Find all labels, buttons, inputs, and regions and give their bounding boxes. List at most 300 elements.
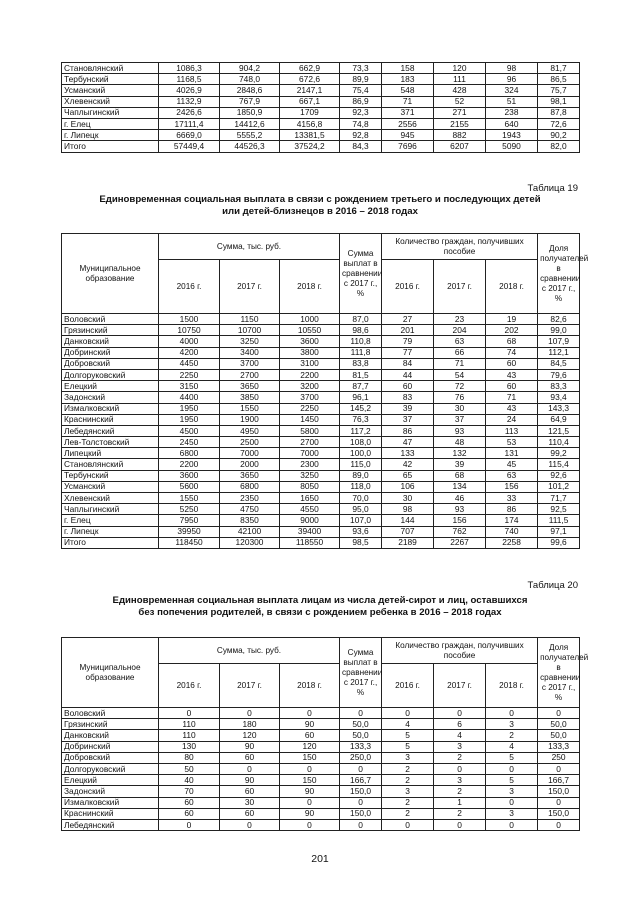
table-cell: 371 <box>382 107 434 118</box>
table-row <box>62 381 580 392</box>
table-cell: 132 <box>434 448 486 459</box>
table-cell: 133 <box>382 448 434 459</box>
table-cell: 68 <box>486 336 538 347</box>
table-cell: 72 <box>434 381 486 392</box>
table-cell: 76 <box>434 392 486 403</box>
table-cell: 150,0 <box>340 808 382 819</box>
table-cell: 4000 <box>159 336 220 347</box>
table19-title <box>61 194 579 218</box>
table-cell: 0 <box>434 708 486 719</box>
table-cell: 47 <box>382 437 434 448</box>
table-cell: 90 <box>280 808 340 819</box>
table-cell: 14412,6 <box>220 118 280 129</box>
row-label-cell: Добровский <box>62 752 159 763</box>
table-row <box>62 314 580 325</box>
table-cell: 150,0 <box>538 786 580 797</box>
table-cell: 4950 <box>220 425 280 436</box>
table-cell: 1500 <box>159 314 220 325</box>
row-label-cell: Чаплыгинский <box>62 504 159 515</box>
table-cell: 65 <box>382 470 434 481</box>
table-cell: 548 <box>382 85 434 96</box>
header-count-2017: 2017 г. <box>434 664 486 708</box>
table-cell: 93,4 <box>538 392 580 403</box>
table-cell: 71 <box>434 358 486 369</box>
table-cell: 5090 <box>486 141 538 152</box>
table-cell: 75,4 <box>340 85 382 96</box>
table-cell: 27 <box>382 314 434 325</box>
table-cell: 2 <box>434 808 486 819</box>
table-cell: 50,0 <box>538 730 580 741</box>
table-cell: 0 <box>486 763 538 774</box>
table20-title-line2: без попечения родителей, в связи с рождением ребенка в 2016 – 2018 годах <box>138 607 502 618</box>
table19-header <box>62 234 589 314</box>
table-cell: 43 <box>486 403 538 414</box>
table-cell: 90 <box>280 719 340 730</box>
table-cell: 83,8 <box>340 358 382 369</box>
table-cell: 99,6 <box>538 537 580 548</box>
table-cell: 63 <box>486 470 538 481</box>
row-label-cell: Краснинский <box>62 414 159 425</box>
table-cell: 2147,1 <box>280 85 340 96</box>
table-cell: 83,3 <box>538 381 580 392</box>
header-municipality: Муниципальное образование <box>62 638 159 708</box>
table-cell: 238 <box>486 107 538 118</box>
row-label-cell: Краснинский <box>62 808 159 819</box>
table-cell: 4450 <box>159 358 220 369</box>
table-cell: 40 <box>159 775 220 786</box>
table-cell: 0 <box>340 708 382 719</box>
row-label-cell: Елецкий <box>62 775 159 786</box>
table-cell: 82,0 <box>538 141 580 152</box>
table-cell: 57449,4 <box>159 141 220 152</box>
table20-title <box>61 595 579 619</box>
table-cell: 5250 <box>159 504 220 515</box>
table-cell: 1650 <box>280 493 340 504</box>
table19-title-line2: или детей-близнецов в 2016 – 2018 годах <box>222 206 418 217</box>
table-cell: 3800 <box>280 347 340 358</box>
table-cell: 144 <box>382 515 434 526</box>
table-cell: 79,6 <box>538 369 580 380</box>
table-cell: 3150 <box>159 381 220 392</box>
table-cell: 37 <box>382 414 434 425</box>
row-label-cell: Долгоруковский <box>62 369 159 380</box>
row-label-cell: Измалковский <box>62 797 159 808</box>
table-cell: 4 <box>486 741 538 752</box>
table-cell: 39 <box>382 403 434 414</box>
header-count-2017: 2017 г. <box>434 260 486 314</box>
table-row <box>62 403 580 414</box>
header-2016: 2016 г. <box>159 260 220 314</box>
table-cell: 156 <box>486 481 538 492</box>
table-row <box>62 325 580 336</box>
row-label-cell: Воловский <box>62 314 159 325</box>
table-cell: 99,0 <box>538 325 580 336</box>
table-row <box>62 819 580 830</box>
table-cell: 2450 <box>159 437 220 448</box>
table-cell: 93,6 <box>340 526 382 537</box>
table-cell: 2000 <box>220 459 280 470</box>
table-cell: 0 <box>340 763 382 774</box>
table-cell: 3 <box>434 741 486 752</box>
table-cell: 60 <box>220 808 280 819</box>
table-cell: 6207 <box>434 141 486 152</box>
table-cell: 2189 <box>382 537 434 548</box>
table-cell: 5600 <box>159 481 220 492</box>
table-cell: 2700 <box>220 369 280 380</box>
table-cell: 42 <box>382 459 434 470</box>
table-cell: 98 <box>382 504 434 515</box>
table-cell: 1132,9 <box>159 96 220 107</box>
table-cell: 0 <box>280 797 340 808</box>
table-row <box>62 347 580 358</box>
table-row <box>62 130 580 141</box>
table-cell: 79 <box>382 336 434 347</box>
table-cell: 117,2 <box>340 425 382 436</box>
table20-title-line1: Единовременная социальная выплата лицам из числа детей-сирот и лиц, оставшихся <box>112 595 528 606</box>
table-row <box>62 786 580 797</box>
row-label-cell: Задонский <box>62 786 159 797</box>
table-cell: 30 <box>434 403 486 414</box>
table-row <box>62 719 580 730</box>
table-cell: 201 <box>382 325 434 336</box>
row-label-cell: Итого <box>62 537 159 548</box>
table-cell: 133,3 <box>340 741 382 752</box>
table-cell: 0 <box>538 763 580 774</box>
table-cell: 90 <box>220 775 280 786</box>
row-label-cell: Усманский <box>62 481 159 492</box>
table-cell: 53 <box>486 437 538 448</box>
table-cell: 7000 <box>280 448 340 459</box>
table-cell: 121,5 <box>538 425 580 436</box>
table-cell: 86 <box>382 425 434 436</box>
table-cell: 4 <box>434 730 486 741</box>
row-label-cell: Хлевенский <box>62 493 159 504</box>
table-cell: 1900 <box>220 414 280 425</box>
table-cell: 87,7 <box>340 381 382 392</box>
table-cell: 118,0 <box>340 481 382 492</box>
table-cell: 2 <box>434 786 486 797</box>
table-row <box>62 459 580 470</box>
header-2017: 2017 г. <box>220 260 280 314</box>
table-row <box>62 448 580 459</box>
table-cell: 3 <box>486 808 538 819</box>
table-cell: 64,9 <box>538 414 580 425</box>
table-cell: 98,1 <box>538 96 580 107</box>
continuation-table <box>61 62 580 153</box>
table-row <box>62 369 580 380</box>
table-cell: 118550 <box>280 537 340 548</box>
table-row <box>62 358 580 369</box>
table-cell: 1709 <box>280 107 340 118</box>
row-label-cell: Грязинский <box>62 325 159 336</box>
table-cell: 70 <box>159 786 220 797</box>
table-cell: 1168,5 <box>159 74 220 85</box>
table-cell: 60 <box>486 381 538 392</box>
table-cell: 60 <box>220 786 280 797</box>
row-label-cell: Тербунский <box>62 74 159 85</box>
table-cell: 5800 <box>280 425 340 436</box>
table-cell: 945 <box>382 130 434 141</box>
table-cell: 50,0 <box>340 730 382 741</box>
table-cell: 66 <box>434 347 486 358</box>
table-row <box>62 493 580 504</box>
table-cell: 2200 <box>280 369 340 380</box>
row-label-cell: Данковский <box>62 730 159 741</box>
table-cell: 8350 <box>220 515 280 526</box>
row-label-cell: Данковский <box>62 336 159 347</box>
row-label-cell: Измалковский <box>62 403 159 414</box>
row-label-cell: Усманский <box>62 85 159 96</box>
table-cell: 0 <box>159 819 220 830</box>
table-cell: 74,8 <box>340 118 382 129</box>
table-cell: 110 <box>159 719 220 730</box>
table-cell: 46 <box>434 493 486 504</box>
table-row <box>62 775 580 786</box>
table-row <box>62 414 580 425</box>
table-cell: 202 <box>486 325 538 336</box>
table-cell: 1950 <box>159 403 220 414</box>
table-cell: 99,2 <box>538 448 580 459</box>
table-row <box>62 797 580 808</box>
table-cell: 3650 <box>220 381 280 392</box>
row-label-cell: Становлянский <box>62 459 159 470</box>
table-row <box>62 741 580 752</box>
table-cell: 60 <box>159 797 220 808</box>
table-cell: 324 <box>486 85 538 96</box>
table-cell: 52 <box>434 96 486 107</box>
table-cell: 108,0 <box>340 437 382 448</box>
table-row <box>62 425 580 436</box>
table-cell: 24 <box>486 414 538 425</box>
table19-title-line1: Единовременная социальная выплата в связи с рождением третьего и последующих детей <box>99 194 541 205</box>
table-cell: 63 <box>434 336 486 347</box>
table-cell: 39400 <box>280 526 340 537</box>
table-cell: 3100 <box>280 358 340 369</box>
table-cell: 4400 <box>159 392 220 403</box>
table-cell: 3250 <box>220 336 280 347</box>
table-cell: 98,6 <box>340 325 382 336</box>
table-cell: 89,0 <box>340 470 382 481</box>
table-cell: 180 <box>220 719 280 730</box>
table-cell: 92,3 <box>340 107 382 118</box>
table-row <box>62 63 580 74</box>
table-cell: 60 <box>382 381 434 392</box>
table-row <box>62 808 580 819</box>
table-cell: 0 <box>159 708 220 719</box>
header-count-2016: 2016 г. <box>382 260 434 314</box>
continuation-table-body <box>62 63 580 153</box>
table-cell: 93 <box>434 425 486 436</box>
table-cell: 54 <box>434 369 486 380</box>
table-cell: 92,8 <box>340 130 382 141</box>
table-cell: 133,3 <box>538 741 580 752</box>
table-row <box>62 392 580 403</box>
table-cell: 106 <box>382 481 434 492</box>
table-cell: 8050 <box>280 481 340 492</box>
table-cell: 2200 <box>159 459 220 470</box>
table-cell: 1950 <box>159 414 220 425</box>
table19 <box>61 233 589 549</box>
table-cell: 82,6 <box>538 314 580 325</box>
header-2017: 2017 г. <box>220 664 280 708</box>
table-cell: 3200 <box>280 381 340 392</box>
table-cell: 740 <box>486 526 538 537</box>
table-cell: 672,6 <box>280 74 340 85</box>
table-cell: 3 <box>382 752 434 763</box>
header-sum-compare: Сумма выплат в сравнении с 2017 г., % <box>340 234 382 314</box>
row-label-cell: г. Липецк <box>62 526 159 537</box>
table-cell: 86,9 <box>340 96 382 107</box>
table-cell: 30 <box>220 797 280 808</box>
table-cell: 183 <box>382 74 434 85</box>
table-cell: 428 <box>434 85 486 96</box>
table-cell: 1850,9 <box>220 107 280 118</box>
table-cell: 3400 <box>220 347 280 358</box>
table-cell: 115,0 <box>340 459 382 470</box>
table-cell: 5 <box>382 741 434 752</box>
table-row <box>62 141 580 152</box>
table-cell: 7000 <box>220 448 280 459</box>
table-row <box>62 118 580 129</box>
table-cell: 113 <box>486 425 538 436</box>
table-cell: 10550 <box>280 325 340 336</box>
header-municipality: Муниципальное образование <box>62 234 159 314</box>
table-cell: 0 <box>220 763 280 774</box>
table-row <box>62 437 580 448</box>
row-label-cell: Становлянский <box>62 63 159 74</box>
table-cell: 156 <box>434 515 486 526</box>
table-cell: 0 <box>280 708 340 719</box>
table20-header <box>62 638 589 708</box>
table-cell: 107,9 <box>538 336 580 347</box>
table-cell: 60 <box>220 752 280 763</box>
table-cell: 1450 <box>280 414 340 425</box>
table-cell: 1550 <box>220 403 280 414</box>
table-cell: 2350 <box>220 493 280 504</box>
table-row <box>62 730 580 741</box>
table-cell: 5555,2 <box>220 130 280 141</box>
table-cell: 2500 <box>220 437 280 448</box>
table-cell: 748,0 <box>220 74 280 85</box>
table-cell: 767,9 <box>220 96 280 107</box>
table-row <box>62 96 580 107</box>
table-cell: 3 <box>486 786 538 797</box>
table-cell: 2556 <box>382 118 434 129</box>
table-cell: 174 <box>486 515 538 526</box>
table-cell: 3850 <box>220 392 280 403</box>
table-cell: 3 <box>382 786 434 797</box>
table-cell: 17111,4 <box>159 118 220 129</box>
row-label-cell: Тербунский <box>62 470 159 481</box>
table-cell: 6 <box>434 719 486 730</box>
row-label-cell: Лебедянский <box>62 819 159 830</box>
header-share: Доля получателей в сравнении с 2017 г., % <box>538 234 580 314</box>
row-label-cell: г. Липецк <box>62 130 159 141</box>
table-cell: 51 <box>486 96 538 107</box>
table-cell: 4 <box>382 719 434 730</box>
row-label-cell: Добринский <box>62 741 159 752</box>
table-cell: 44526,3 <box>220 141 280 152</box>
table-cell: 0 <box>340 797 382 808</box>
table-cell: 92,6 <box>538 470 580 481</box>
table-row <box>62 708 580 719</box>
table-cell: 86,5 <box>538 74 580 85</box>
table-cell: 50,0 <box>538 719 580 730</box>
table-cell: 84 <box>382 358 434 369</box>
table-cell: 1086,3 <box>159 63 220 74</box>
table-row <box>62 481 580 492</box>
header-count-group: Количество граждан, получивших пособие <box>382 638 538 664</box>
table-cell: 2 <box>382 808 434 819</box>
table-cell: 2300 <box>280 459 340 470</box>
table-cell: 1000 <box>280 314 340 325</box>
table-cell: 73,3 <box>340 63 382 74</box>
table-cell: 50 <box>159 763 220 774</box>
table-cell: 84,3 <box>340 141 382 152</box>
row-label-cell: Чаплыгинский <box>62 107 159 118</box>
table-cell: 0 <box>434 763 486 774</box>
table-cell: 0 <box>382 708 434 719</box>
table-cell: 145,2 <box>340 403 382 414</box>
table-cell: 150,0 <box>340 786 382 797</box>
header-count-2016: 2016 г. <box>382 664 434 708</box>
header-sum-group: Сумма, тыс. руб. <box>159 638 340 664</box>
row-label-cell: Воловский <box>62 708 159 719</box>
table-cell: 2426,6 <box>159 107 220 118</box>
table-cell: 71,7 <box>538 493 580 504</box>
table-cell: 707 <box>382 526 434 537</box>
table-cell: 3 <box>486 719 538 730</box>
table-cell: 19 <box>486 314 538 325</box>
table20-label: Таблица 20 <box>527 580 578 591</box>
table-cell: 68 <box>434 470 486 481</box>
table-cell: 110,4 <box>538 437 580 448</box>
table-cell: 0 <box>220 708 280 719</box>
table-row <box>62 336 580 347</box>
header-share: Доля получателей в сравнении с 2017 г., % <box>538 638 580 708</box>
row-label-cell: Долгоруковский <box>62 763 159 774</box>
table-cell: 45 <box>486 459 538 470</box>
row-label-cell: Лебедянский <box>62 425 159 436</box>
table-cell: 98,5 <box>340 537 382 548</box>
table-cell: 101,2 <box>538 481 580 492</box>
table-cell: 83 <box>382 392 434 403</box>
table-cell: 2155 <box>434 118 486 129</box>
table-cell: 640 <box>486 118 538 129</box>
table-cell: 84,5 <box>538 358 580 369</box>
table-cell: 100,0 <box>340 448 382 459</box>
table-cell: 882 <box>434 130 486 141</box>
table-cell: 4026,9 <box>159 85 220 96</box>
table-row <box>62 526 580 537</box>
table-row <box>62 504 580 515</box>
table-cell: 158 <box>382 63 434 74</box>
table-cell: 44 <box>382 369 434 380</box>
table-cell: 0 <box>538 797 580 808</box>
table-cell: 2250 <box>280 403 340 414</box>
table-cell: 762 <box>434 526 486 537</box>
table-cell: 97,1 <box>538 526 580 537</box>
table-cell: 10700 <box>220 325 280 336</box>
table-cell: 110,8 <box>340 336 382 347</box>
table-cell: 120 <box>434 63 486 74</box>
table-cell: 1550 <box>159 493 220 504</box>
table-row <box>62 763 580 774</box>
table-cell: 48 <box>434 437 486 448</box>
table-cell: 71 <box>486 392 538 403</box>
table-cell: 76,3 <box>340 414 382 425</box>
table-cell: 0 <box>382 819 434 830</box>
